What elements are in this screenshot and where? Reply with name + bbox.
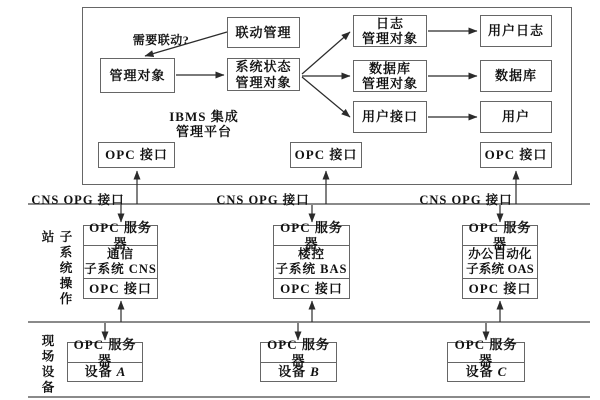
box-platform-opc-interface-3 xyxy=(480,142,552,168)
system-status-line2: 管理对象 xyxy=(235,74,292,90)
device-3-opc-server: OPC 服务器 xyxy=(454,336,518,368)
device-1-opc-server: OPC 服务器 xyxy=(73,336,137,368)
subsystem-1-name-line1: 通信 xyxy=(106,247,134,261)
subsystem-1-opc-interface: OPC 接口 xyxy=(89,280,152,296)
subsystem-1-name-line2: 子系统 CNS xyxy=(84,262,157,276)
subsystem-2-opc-interface: OPC 接口 xyxy=(280,280,343,296)
db-mgr-line2: 管理对象 xyxy=(361,76,418,91)
section-label-field-devices: 现场设备 xyxy=(40,334,54,396)
ibms-title-line2: 管理平台 xyxy=(175,123,232,139)
user-interface-label: 用户接口 xyxy=(361,109,418,125)
bus-label-cns-opg-3: CNS OPG 接口 xyxy=(419,193,513,207)
subsystem-3-name-line1: 办公自动化 xyxy=(468,247,532,261)
subsystem-2-opc-server: OPC 服务器 xyxy=(280,219,343,251)
subsystem-1-opc-server: OPC 服务器 xyxy=(89,219,152,251)
device-2-name-prefix: 设备 xyxy=(278,364,307,380)
platform-opc-interface-3-label: OPC 接口 xyxy=(484,147,548,163)
device-stack-b xyxy=(260,336,337,382)
subsystem-3-name xyxy=(463,245,537,279)
arrow-status-to-userif xyxy=(302,77,350,117)
bus-label-cns-opg-2: CNS OPG 接口 xyxy=(216,193,310,207)
arrow-status-to-log xyxy=(302,32,350,74)
subsystem-2-name-line1: 楼控 xyxy=(297,247,325,261)
user-label: 用户 xyxy=(501,109,530,125)
device-stack-a xyxy=(67,336,143,382)
user-log-label: 用户日志 xyxy=(487,23,544,39)
log-mgr-line1: 日志 xyxy=(375,15,404,31)
device-stack-c xyxy=(447,336,525,382)
box-platform-opc-interface-2 xyxy=(290,142,362,168)
box-database-managed-object xyxy=(353,60,427,92)
platform-opc-interface-2-label: OPC 接口 xyxy=(294,147,358,163)
subsystem-stack-bas xyxy=(273,219,350,299)
box-log-managed-object xyxy=(353,15,427,47)
bus-label-cns-opg-1: CNS OPG 接口 xyxy=(31,193,125,207)
ibms-platform-title xyxy=(160,110,248,140)
subsystem-stack-oas xyxy=(462,219,538,299)
box-system-status-managed-object xyxy=(227,58,300,91)
box-linkage-management-label: 联动管理 xyxy=(235,24,292,40)
box-platform-opc-interface-1 xyxy=(98,142,175,168)
db-mgr-line1: 数据库 xyxy=(368,60,411,76)
subsystem-3-opc-server: OPC 服务器 xyxy=(468,219,532,251)
ibms-title-line1: IBMS 集成 xyxy=(169,109,239,124)
subsystem-stack-cns xyxy=(83,219,158,299)
section-label-subsystem-stations: 子系统操作站 xyxy=(40,230,72,308)
box-user xyxy=(480,101,552,133)
subsystem-3-opc-interface: OPC 接口 xyxy=(468,280,532,296)
subsystem-2-name-line2: 子系统 BAS xyxy=(275,262,348,276)
box-database xyxy=(480,60,552,92)
device-2-opc-server: OPC 服务器 xyxy=(267,336,330,368)
box-user-interface xyxy=(353,101,427,133)
box-managed-object-label: 管理对象 xyxy=(109,67,166,83)
device-3-name-letter: C xyxy=(497,364,507,380)
box-managed-object xyxy=(100,58,175,93)
box-user-log xyxy=(480,15,552,47)
device-1-name-prefix: 设备 xyxy=(84,364,113,380)
database-label: 数据库 xyxy=(494,68,537,84)
device-2-name-letter: B xyxy=(310,364,319,380)
device-3-name-prefix: 设备 xyxy=(465,364,494,380)
question-need-linkage: 需要联动? xyxy=(132,33,190,47)
system-status-line1: 系统状态 xyxy=(235,59,292,75)
box-linkage-management xyxy=(227,17,300,48)
log-mgr-line2: 管理对象 xyxy=(361,31,418,46)
platform-opc-interface-1-label: OPC 接口 xyxy=(105,147,168,163)
subsystem-3-name-line2: 子系统 OAS xyxy=(466,262,534,276)
device-1-name-letter: A xyxy=(116,364,126,380)
